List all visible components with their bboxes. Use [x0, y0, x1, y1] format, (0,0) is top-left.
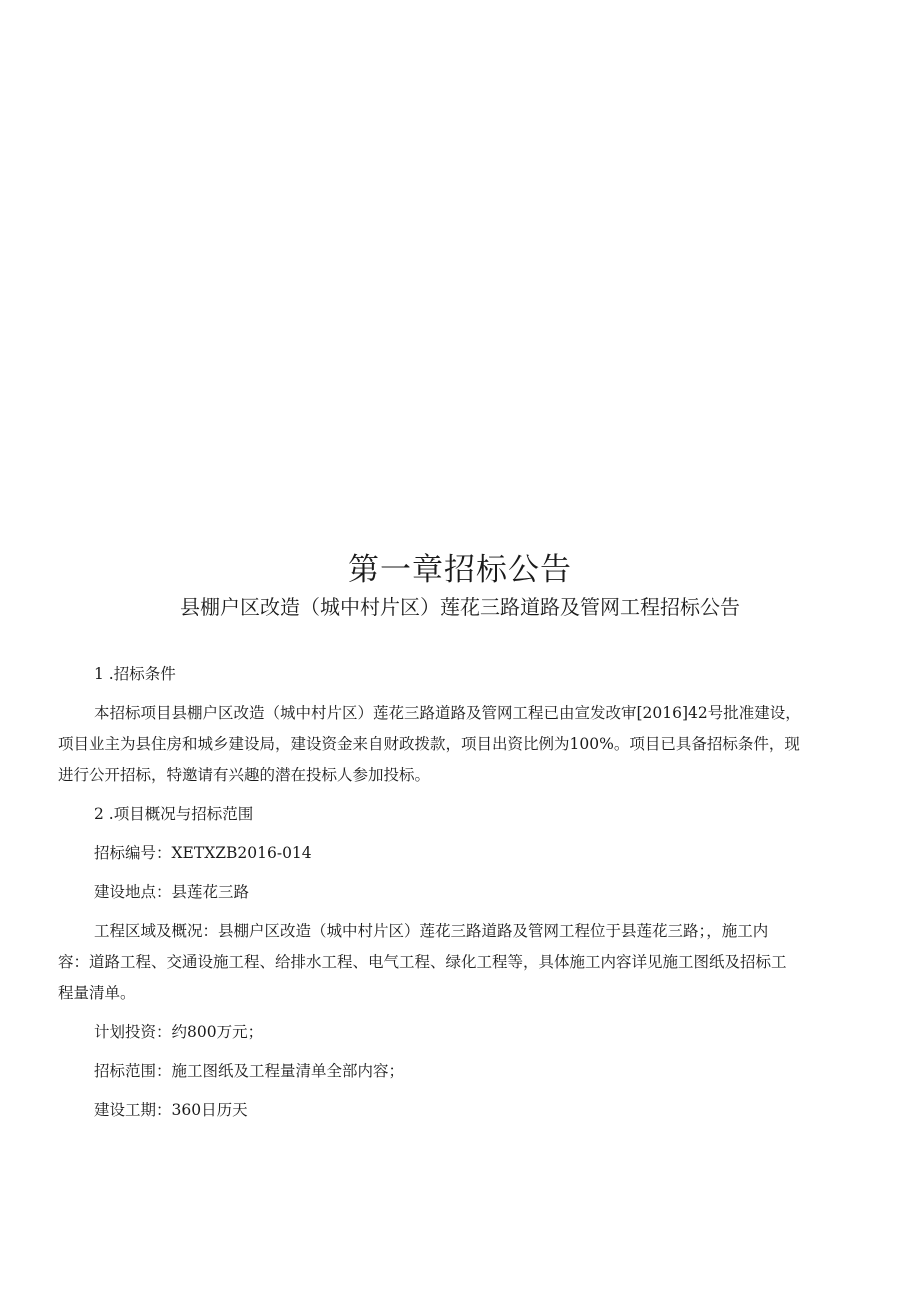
notice-title: 县棚户区改造（城中村片区）莲花三路道路及管网工程招标公告: [180, 595, 740, 619]
paragraph-line: 工程区域及概况：县棚户区改造（城中村片区）莲花三路道路及管网工程位于县莲花三路；，施工内: [94, 922, 769, 940]
section-1-heading: 1 .招标条件: [94, 665, 176, 683]
bid-number: 招标编号：XETXZB2016-014: [94, 844, 312, 862]
chapter-title: 第一章招标公告: [348, 552, 572, 588]
section-1-paragraph: [58, 698, 864, 791]
document-body: [58, 659, 864, 1126]
paragraph-line: 本招标项目县棚户区改造（城中村片区）莲花三路道路及管网工程已由宣发改审[2016]42号批准建设，: [94, 704, 801, 722]
section-2-heading: 2 .项目概况与招标范围: [94, 805, 254, 823]
construction-duration: 建设工期：360日历天: [94, 1101, 248, 1119]
paragraph-line: 项目业主为县住房和城乡建设局，建设资金来自财政拨款，项目出资比例为100%。项目已具备招标条件，现: [58, 735, 800, 753]
project-overview-paragraph: [58, 916, 864, 1009]
paragraph-line: 进行公开招标，特邀请有兴趣的潜在投标人参加投标。: [58, 766, 431, 784]
construction-location: 建设地点：县莲花三路: [94, 883, 250, 901]
paragraph-line: 容：道路工程、交通设施工程、给排水工程、电气工程、绿化工程等，具体施工内容详见施工图纸及招标工: [58, 953, 787, 971]
paragraph-line: 程量清单。: [58, 984, 136, 1002]
planned-investment: 计划投资：约800万元；: [94, 1023, 264, 1041]
tender-scope: 招标范围：施工图纸及工程量清单全部内容；: [94, 1062, 405, 1080]
